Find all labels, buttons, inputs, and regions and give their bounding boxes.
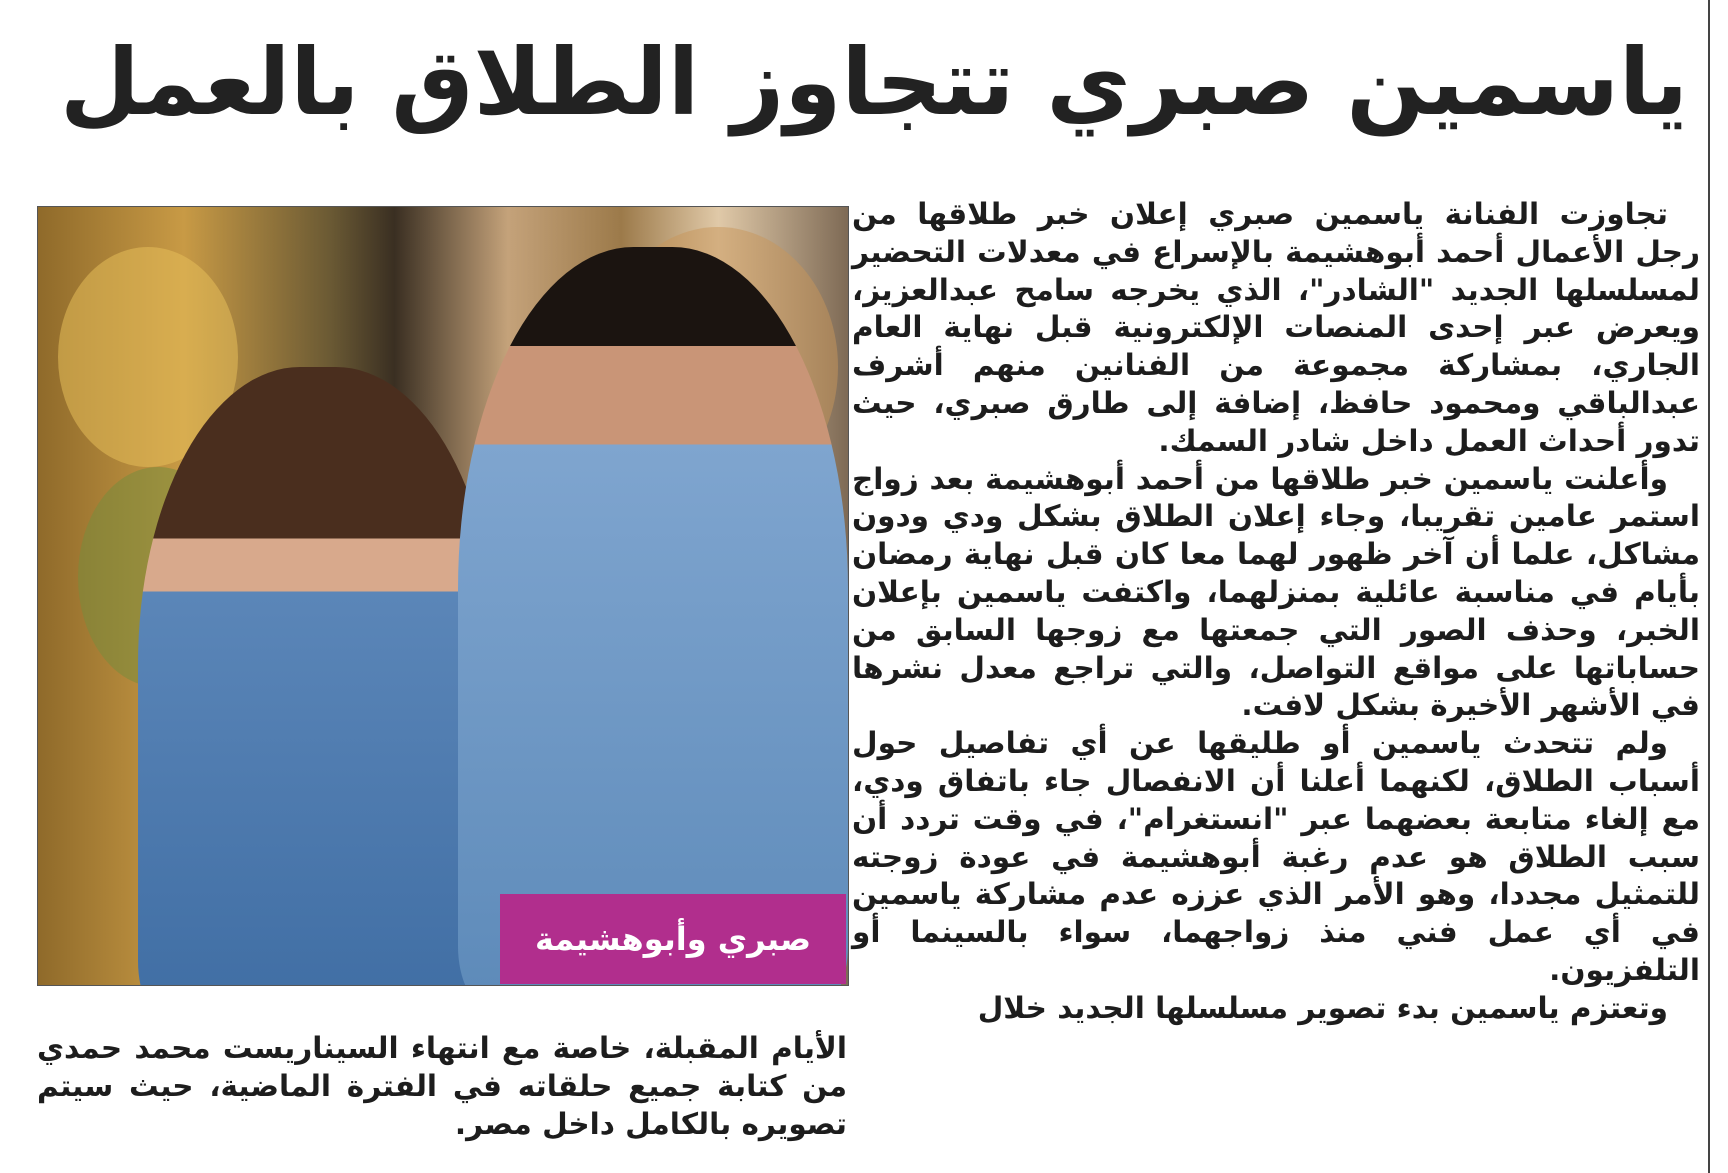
photo-person-woman <box>138 367 498 986</box>
article-photo <box>37 206 849 986</box>
photo-person-man <box>458 247 848 986</box>
headline: ياسمين صبري تتجاوز الطلاق بالعمل <box>60 29 1688 136</box>
paragraph-2: وأعلنت ياسمين خبر طلاقها من أحمد أبوهشيمة بعد زواج استمر عامين تقريبا، وجاء إعلان الطلاق بشكل ودي ودون مشاكل، علما أن آخر ظهور لهما معا كان قبل نهاية رمضان بأيام في مناسبة عائلية بمنزلهما، واكتفت ياسمين بإعلان الخبر، وحذف الصور التي جمعتها مع زوجها السابق من حساباتها على مواقع التواصل، والتي تراجع معدل نشرها في الأشهر الأخيرة بشكل لافت. <box>852 461 1700 723</box>
paragraph-4: وتعتزم ياسمين بدء تصوير مسلسلها الجديد خلال <box>977 990 1668 1025</box>
article-continuation: الأيام المقبلة، خاصة مع انتهاء السيناريست محمد حمدي من كتابة جميع حلقاته في الفترة الماضية، حيث سيتم تصويره بالكامل داخل مصر. <box>37 1031 847 1141</box>
paragraph-3: ولم تتحدث ياسمين أو طليقها عن أي تفاصيل حول أسباب الطلاق، لكنهما أعلنا أن الانفصال جاء باتفاق ودي، مع إلغاء متابعة بعضهما عبر "انستغرام"، في وقت تردد أن سبب الطلاق هو عدم رغبة أبوهشيمة في عودة زوجته للتمثيل مجددا، وهو الأمر الذي عززه عدم مشاركة ياسمين في أي عمل فني منذ زواجهما، سواء بالسينما أو التلفزيون. <box>852 726 1700 987</box>
photo-caption: صبري وأبوهشيمة <box>500 894 846 984</box>
article-body-right-column <box>852 196 1700 1028</box>
column-rule <box>1708 0 1710 1173</box>
paragraph-1: تجاوزت الفنانة ياسمين صبري إعلان خبر طلاقها من رجل الأعمال أحمد أبوهشيمة بالإسراع في معدلات التحضير لمسلسلها الجديد "الشادر"، الذي يخرجه سامح عبدالعزيز، ويعرض عبر إحدى المنصات الإلكترونية قبل نهاية العام الجاري، بمشاركة مجموعة من الفنانين منهم أشرف عبدالباقي ومحمود حافظ، إضافة إلى طارق صبري، حيث تدور أحداث العمل داخل شادر السمك. <box>852 197 1700 458</box>
